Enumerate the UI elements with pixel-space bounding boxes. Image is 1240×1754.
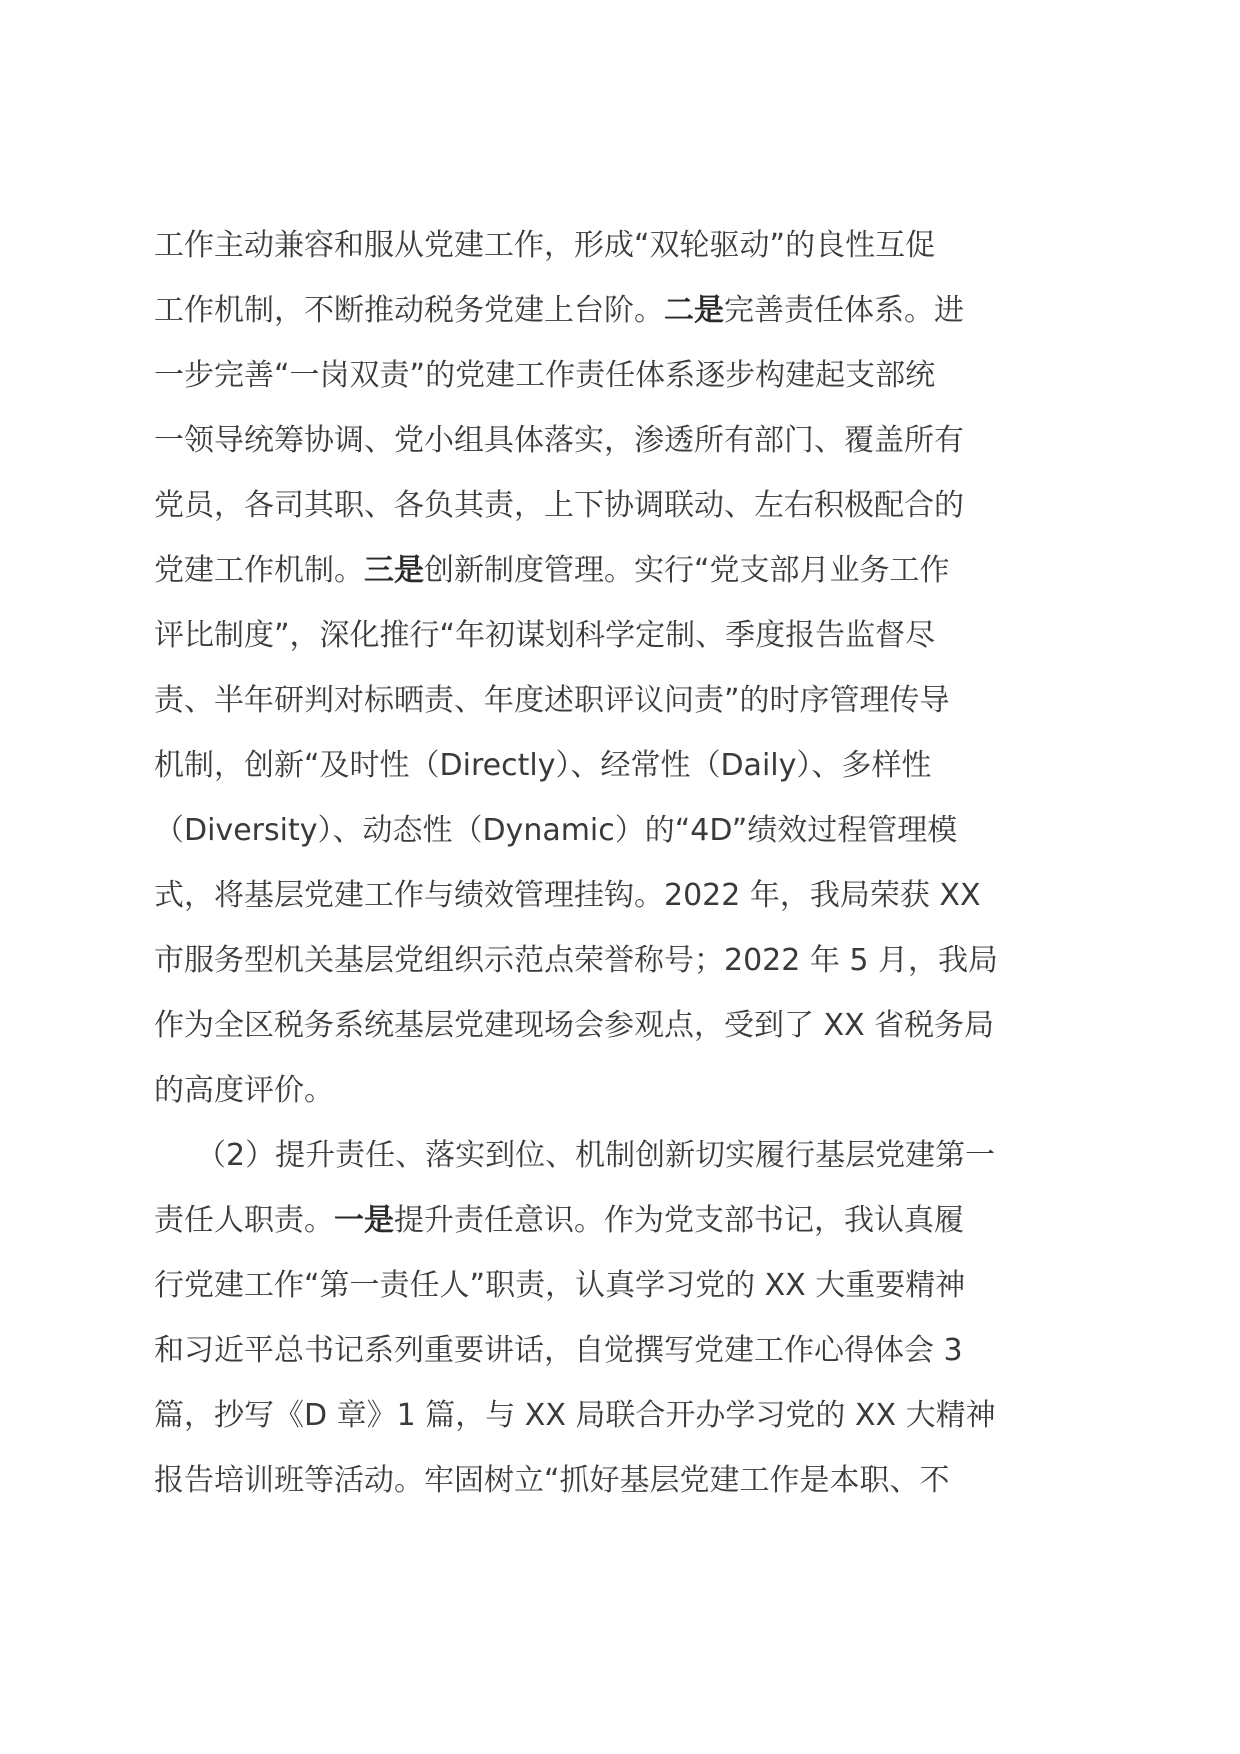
paragraph-line [154, 408, 1090, 473]
line-text: 工作机制，不断推动税务党建上台阶。 [154, 293, 664, 328]
line-text: 一步完善“一岗双责”的党建工作责任体系逐步构建起支部统 [154, 358, 936, 393]
line-text: 工作主动兼容和服从党建工作，形成“双轮驱动”的良性互促 [154, 228, 936, 263]
paragraph-line [154, 863, 1090, 928]
paragraph-line [154, 278, 1090, 343]
line-text: 完善责任体系。进 [724, 293, 964, 328]
line-text: （2）提升责任、落实到位、机制创新切实履行基层党建第一 [196, 1138, 996, 1173]
line-text: 市服务型机关基层党组织示范点荣誉称号；2022 年 5 月，我局 [154, 943, 999, 978]
emphasis-label: 一是 [334, 1203, 394, 1238]
line-text: （Diversity）、动态性（Dynamic）的“4D”绩效过程管理模 [154, 813, 958, 848]
line-text: 党建工作机制。 [154, 553, 364, 588]
line-text: 式，将基层党建工作与绩效管理挂钩。2022 年，我局荣获 XX [154, 878, 981, 913]
line-text: 机制，创新“及时性（Directly）、经常性（Daily）、多样性 [154, 748, 932, 783]
paragraph-line [154, 1448, 1090, 1513]
line-text: 党员，各司其职、各负其责，上下协调联动、左右积极配合的 [154, 488, 964, 523]
paragraph-line [154, 668, 1090, 733]
paragraph-line [154, 798, 1090, 863]
paragraph-line [154, 1058, 1090, 1123]
line-text: 作为全区税务系统基层党建现场会参观点，受到了 XX 省税务局 [154, 1008, 995, 1043]
line-text: 责任人职责。 [154, 1203, 334, 1238]
emphasis-label: 二是 [664, 293, 724, 328]
paragraph-line [154, 1253, 1090, 1318]
line-text: 行党建工作“第一责任人”职责，认真学习党的 XX 大重要精神 [154, 1268, 966, 1303]
paragraph-line [154, 1383, 1090, 1448]
line-text: 责、半年研判对标晒责、年度述职评议问责”的时序管理传导 [154, 683, 950, 718]
emphasis-label: 三是 [364, 553, 424, 588]
line-text: 和习近平总书记系列重要讲话，自觉撰写党建工作心得体会 3 [154, 1333, 963, 1368]
paragraph-line [154, 213, 1090, 278]
paragraph-line [154, 343, 1090, 408]
line-text: 评比制度”，深化推行“年初谋划科学定制、季度报告监督尽 [154, 618, 936, 653]
paragraph-line [154, 538, 1090, 603]
paragraph-line [154, 1318, 1090, 1383]
line-text: 创新制度管理。实行“党支部月业务工作 [424, 553, 950, 588]
paragraph-line [154, 1188, 1090, 1253]
line-text: 提升责任意识。作为党支部书记，我认真履 [394, 1203, 964, 1238]
document-body [154, 213, 1090, 1513]
line-text: 报告培训班等活动。牢固树立“抓好基层党建工作是本职、不 [154, 1463, 950, 1498]
paragraph-line [154, 1123, 1090, 1188]
paragraph-line [154, 993, 1090, 1058]
line-text: 一领导统筹协调、党小组具体落实，渗透所有部门、覆盖所有 [154, 423, 964, 458]
paragraph-line [154, 603, 1090, 668]
paragraph-line [154, 928, 1090, 993]
line-text: 的高度评价。 [154, 1073, 334, 1108]
paragraph-line [154, 473, 1090, 538]
line-text: 篇，抄写《D 章》1 篇，与 XX 局联合开办学习党的 XX 大精神 [154, 1398, 996, 1433]
paragraph-line [154, 733, 1090, 798]
